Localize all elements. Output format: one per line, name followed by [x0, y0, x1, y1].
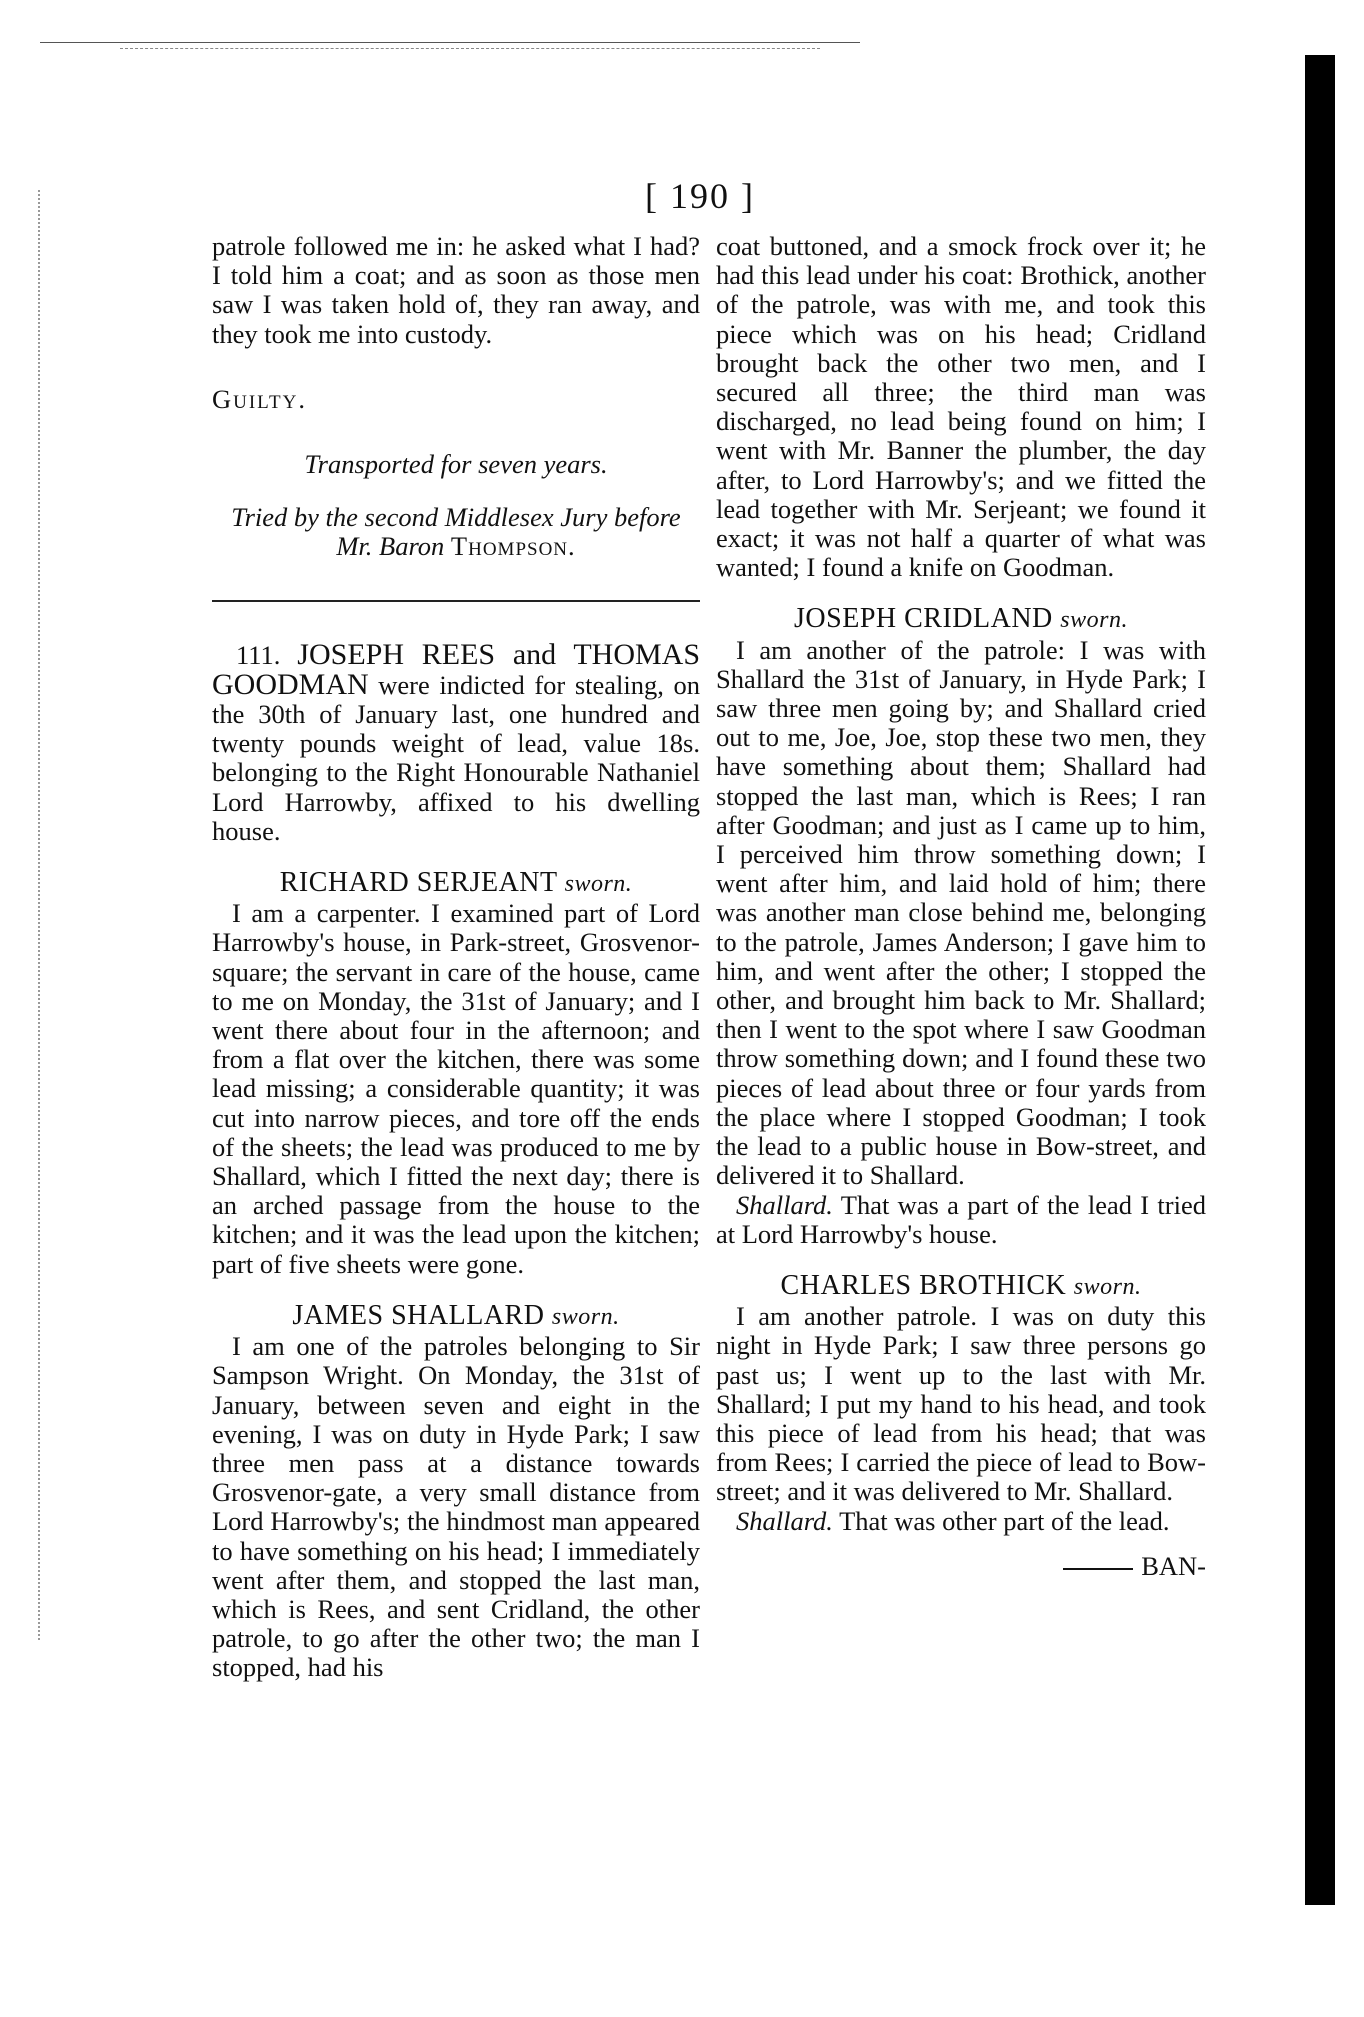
indictment-text: were indicted for stealing, on the 30th of January last, one hundred and twenty pounds weight of lead, value 18s. belonging to the Right Honourable Nathaniel Lord Harrowby, affixed to his dwelling house. [212, 669, 701, 846]
page-number: [ 190 ] [645, 176, 755, 216]
sworn-label: sworn. [1060, 607, 1128, 634]
testimony: I am another of the patrole: I was with Shallard the 31st of January, in Hyde Park; I saw three men going by; and Shallard cried out to me, Joe, Joe, stop these two men, they have something about them; Shallard had stopped the last man, which is Rees; I ran after Goodman; and just as I came up to him, I perceived him throw something down; I went after him, and laid hold of him; there was another man close behind me, belonging to the patrole, James Anderson; I gave him to him, and went after the other; I stopped the other, and brought him back to Mr. Shallard; then I went to the spot where I saw Goodman throw something down; and I found these two pieces of lead about three or four yards from the place where I stopped Goodman; I took the lead to a public house in Bow-street, and delivered it to Shallard. [716, 634, 1206, 1191]
trial-note [212, 503, 700, 561]
speaker: Shallard. [736, 1505, 833, 1536]
defendant-names: JOSEPH REES and THOMAS GOODMAN [212, 637, 701, 701]
speaker: Shallard. [736, 1189, 833, 1220]
paragraph: coat buttoned, and a smock frock over it; he had this lead under his coat: Brothick, another of the patrole, was with me, and took this piece which was on his head; Cridland brought back the other two men, and I secured all three; the third man was discharged, no lead being found on him; I went with Mr. Banner the plumber, the day after, to Lord Harrowby's; and we fitted the lead together with Mr. Serjeant; we found it exact; it was not half a quarter of what was wanted; I found a knife on Goodman. [716, 231, 1206, 583]
catchword-text: BAN- [1141, 1550, 1206, 1581]
interjection-text: That was a part of the lead I tried at Lord Harrowby's house. [716, 1189, 1206, 1249]
witness-heading [212, 1301, 700, 1332]
interjection [716, 1191, 1206, 1249]
right-column [716, 232, 1206, 1581]
section-divider [212, 600, 700, 602]
sentence: Transported for seven years. [304, 449, 608, 480]
interjection-text: That was other part of the lead. [839, 1505, 1170, 1536]
witness-name: RICHARD SERJEANT [279, 867, 558, 899]
sworn-label: sworn. [564, 871, 633, 898]
witness-name: CHARLES BROTHICK [780, 1269, 1067, 1301]
testimony: I am another patrole. I was on duty this night in Hyde Park; I saw three persons go past us; I went up to the last with Mr. Shallard; I put my hand to his head, and took this piece of lead from his head; that was from Rees; I carried the piece of lead to Bow-street; and it was delivered to Mr. Shallard. [716, 1301, 1206, 1507]
testimony: I am one of the patroles belonging to Sir Sampson Wright. On Monday, the 31st of January, between seven and eight in the evening, I was on duty in Hyde Park; I saw three men pass at a distance towards Grosvenor-gate, a very small distance from Lord Harrowby's; the hindmost man appeared to have something on his head; I immediately went after them, and stopped the last man, which is Rees, and sent Cridland, the other patrole, to go after the other two; the man I stopped, had his [212, 1331, 700, 1683]
trial-note-text: Tried by the second Middlesex Jury before Mr. Baron [231, 502, 681, 562]
witness-name: JAMES SHALLARD [292, 1299, 545, 1331]
binding-edge-marks [38, 190, 56, 1640]
witness-heading [716, 604, 1206, 635]
left-column [212, 232, 700, 1683]
witness-heading [212, 868, 700, 899]
sworn-label: sworn. [551, 1303, 620, 1330]
top-edge-rule-faint [120, 48, 820, 49]
verdict: Guilty. [212, 383, 307, 414]
judge-name: Thompson. [450, 531, 576, 562]
witness-name: JOSEPH CRIDLAND [794, 603, 1053, 635]
witness-heading [716, 1271, 1206, 1302]
paragraph: patrole followed me in: he asked what I had? I told him a coat; and as soon as those men saw I was taken hold of, they ran away, and they took me into custody. [212, 231, 700, 349]
scan-edge-shadow [1305, 55, 1335, 1905]
catchword-dash [1063, 1568, 1133, 1570]
case-number: 111. [236, 639, 281, 670]
interjection [716, 1507, 1206, 1536]
indictment [212, 637, 701, 846]
top-edge-rule [40, 42, 860, 43]
testimony: I am a carpenter. I examined part of Lord Harrowby's house, in Park-street, Grosvenor-square; the servant in care of the house, came to me on Monday, the 31st of January; and I went there about four in the afternoon; and from a flat over the kitchen, there was some lead missing; a considerable quantity; it was cut into narrow pieces, and tore off the ends of the sheets; the lead was produced to me by Shallard, which I fitted the next day; there is an arched passage from the house to the kitchen; and it was the lead upon the kitchen; part of five sheets were gone. [212, 898, 700, 1279]
sworn-label: sworn. [1073, 1273, 1142, 1300]
catchword [716, 1552, 1206, 1581]
